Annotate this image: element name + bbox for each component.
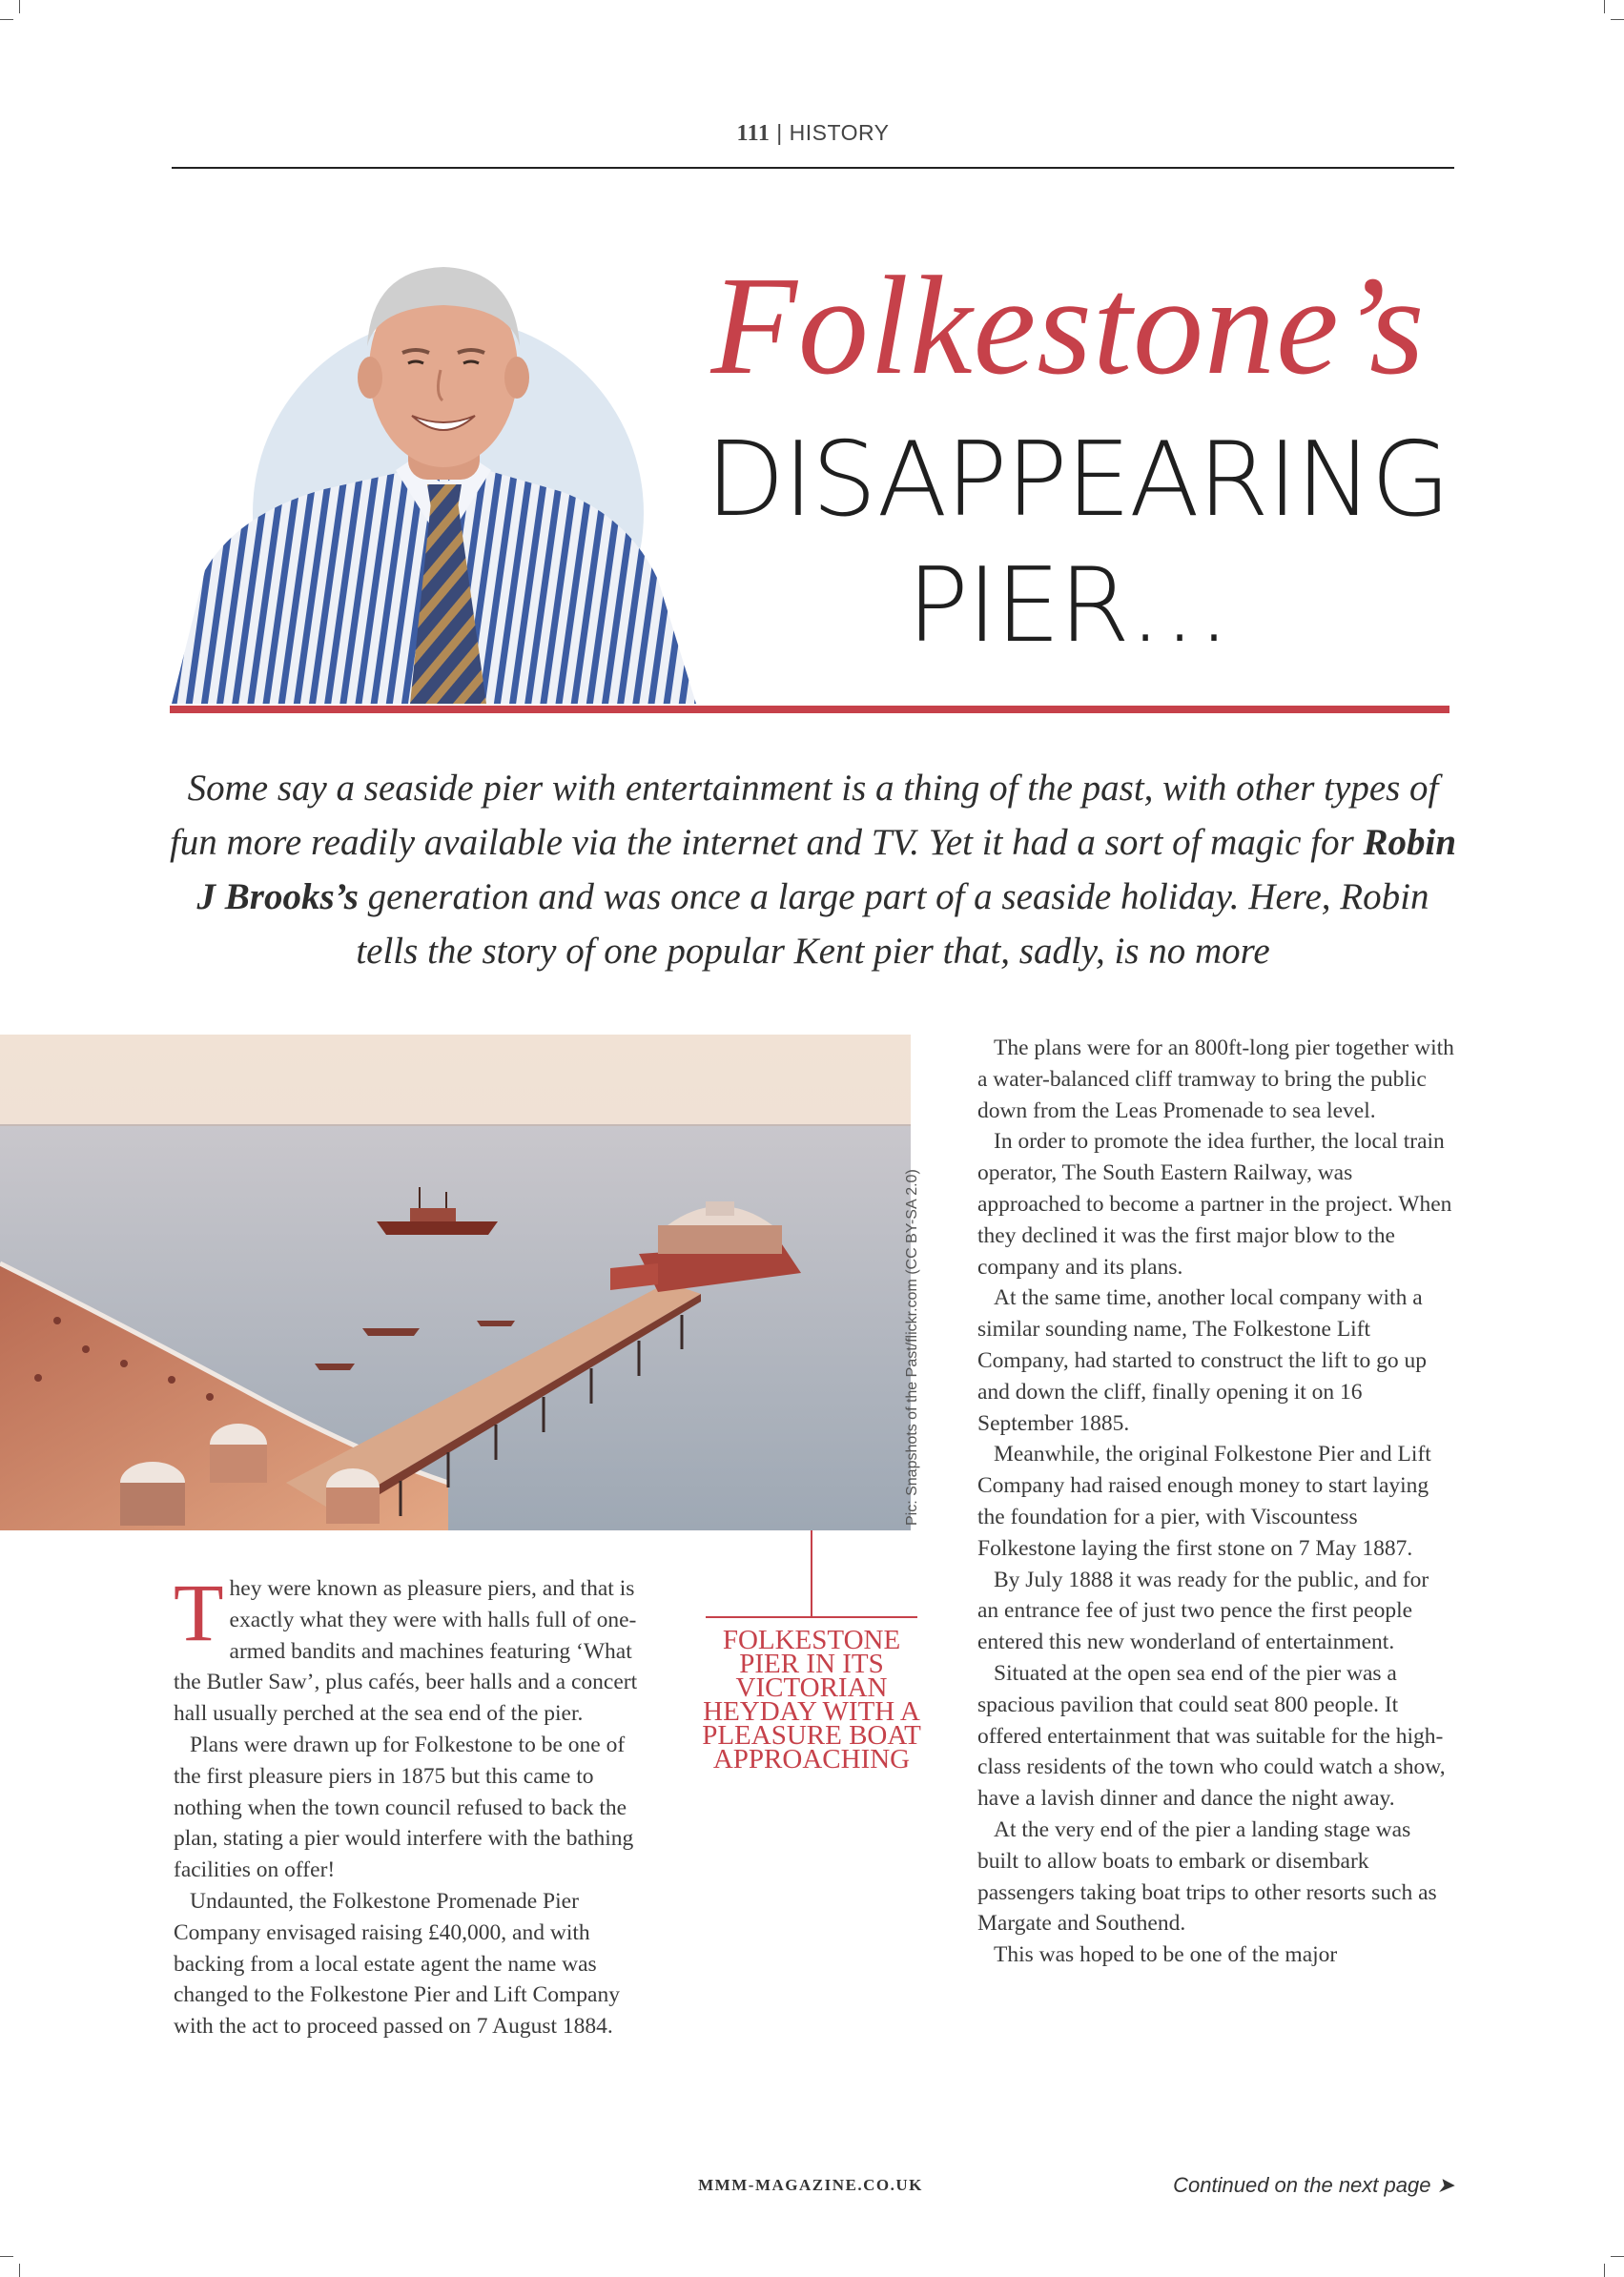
pier-photo <box>0 1035 911 1530</box>
paragraph-text: hey were known as pleasure piers, and that is exactly what they were with halls full of one-armed bandits and machines featuring ‘What the Butler Saw’, plus cafés, beer halls and a concert hall usually perched at the sea end of the pier. <box>174 1576 638 1727</box>
paragraph: In order to promote the idea further, the local train operator, The South Eastern Railway, was approached to become a partner in the project. When they declined it was the first major blow to the company and its plans. <box>977 1129 1452 1280</box>
header-separator: | <box>776 120 783 145</box>
crop-mark <box>0 19 13 20</box>
right-column <box>977 1033 1454 1971</box>
caption-rule <box>706 1616 917 1618</box>
paragraph: Undaunted, the Folkestone Promenade Pier Company envisaged raising £40,000, and with backing from a local estate agent the name was changed to the Folkestone Pier and Lift Company with the act to proceed passed on 7 August 1884. <box>174 1888 620 2040</box>
photo-credit: Pic: Snapshots of the Past/flickr.com (CC BY-SA 2.0) <box>904 1169 920 1526</box>
footer-website: MMM-MAGAZINE.CO.UK <box>698 2176 923 2194</box>
author-name: Robin J Brooks’s <box>196 822 1457 917</box>
caption-connector <box>811 1530 812 1618</box>
crop-mark <box>19 0 20 13</box>
section-label: HISTORY <box>789 120 890 145</box>
photo-caption: FOLKESTONE PIER IN ITS VICTORIAN HEYDAY WITH A PLEASURE BOAT APPROACHING <box>702 1625 921 1774</box>
standfirst-text: generation and was once a large part of a seaside holiday. Here, Robin tells the story of one popular Kent pier that, sadly, is no more <box>356 876 1429 972</box>
left-column <box>174 1567 650 2042</box>
crop-mark <box>1611 2256 1624 2257</box>
paragraph <box>174 1567 650 1730</box>
paragraph: Meanwhile, the original Folkestone Pier and Lift Company had raised enough money to start laying the foundation for a pier, with Viscountess Folkestone laying the first stone on 7 May 1887. <box>977 1442 1431 1561</box>
title-caps-line-2: PIER… <box>906 546 1230 666</box>
crop-mark <box>1604 0 1605 13</box>
paragraph: Plans were drawn up for Folkestone to be one of the first pleasure piers in 1875 but this came to nothing when the town council refused to back the plan, stating a pier would interfere with the bathing facilities on offer! <box>174 1732 634 1883</box>
paragraph: At the very end of the pier a landing stage was built to allow boats to embark or disembark passengers taking boat trips to other resorts such as Margate and Southend. <box>977 1816 1437 1937</box>
paragraph: At the same time, another local company with a similar sounding name, The Folkestone Lift Company, had started to construct the lift to go up and down the cliff, finally opening it on 16 September 1885. <box>977 1285 1427 1436</box>
standfirst-text: Some say a seaside pier with entertainment is a thing of the past, with other types of fun more readily available via the internet and TV. Yet it had a sort of magic for <box>169 768 1439 863</box>
paragraph: The plans were for an 800ft-long pier together with a water-balanced cliff tramway to bring the public down from the Leas Promenade to sea level. <box>977 1036 1454 1123</box>
drop-cap: T <box>174 1567 224 1658</box>
header-rule <box>172 167 1454 169</box>
title-caps-line-1: DISAPPEARING <box>706 421 1449 540</box>
paragraph: Situated at the open sea end of the pier was a spacious pavilion that could seat 800 people. It offered entertainment that was suitable for the high-class residents of the town who could watch a show, have a lavish dinner and dance the night away. <box>977 1660 1446 1812</box>
author-portrait <box>172 256 696 704</box>
paragraph: This was hoped to be one of the major <box>994 1942 1338 1968</box>
title-rule <box>170 706 1449 713</box>
crop-mark <box>19 2264 20 2277</box>
title-script-line: Folkestone’s <box>710 248 1426 404</box>
crop-mark <box>1604 2264 1605 2277</box>
paragraph: By July 1888 it was ready for the public, and for an entrance fee of just two pence the first people entered this new wonderland of entertainment. <box>977 1567 1429 1655</box>
page-header <box>172 120 1454 147</box>
standfirst <box>162 761 1464 978</box>
continued-note: Continued on the next page ➤ <box>1173 2173 1454 2197</box>
page-number: 111 <box>736 121 771 146</box>
crop-mark <box>1611 19 1624 20</box>
crop-mark <box>0 2256 13 2257</box>
